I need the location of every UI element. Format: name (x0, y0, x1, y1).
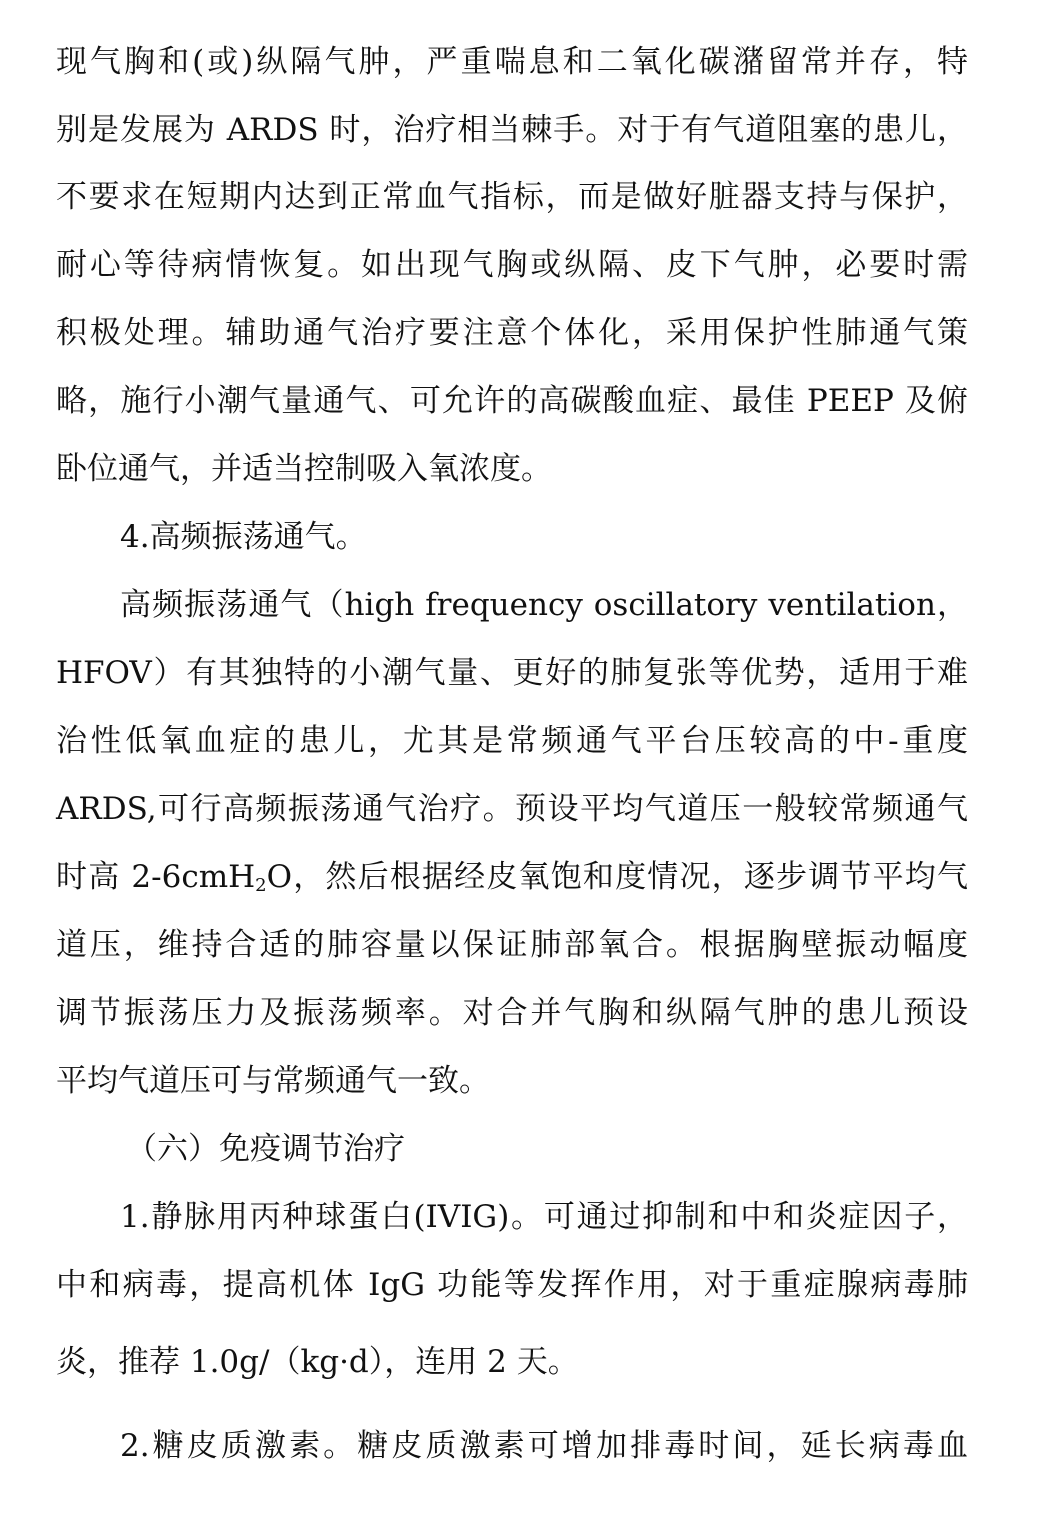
text-line: 炎，推荐 1.0g/（kg·d），连用 2 天。 (56, 1344, 579, 1380)
text-line: 中和病毒，提高机体 IgG 功能等发挥作用，对于重症腺病毒肺 (56, 1267, 968, 1303)
text-line: 治性低氧血症的患儿，尤其是常频通气平台压较高的中-重度 (56, 723, 968, 759)
text-line: 别是发展为 ARDS 时，治疗相当棘手。对于有气道阻塞的患儿， (56, 112, 968, 148)
section-heading: （六）免疫调节治疗 (126, 1131, 405, 1167)
text-line: 积极处理。辅助通气治疗要注意个体化，采用保护性肺通气策 (56, 315, 968, 351)
text-line: 耐心等待病情恢复。如出现气胸或纵隔、皮下气肿，必要时需 (56, 247, 968, 283)
text-line-with-subscript (56, 857, 968, 897)
text-line: 卧位通气，并适当控制吸入氧浓度。 (56, 451, 552, 487)
text-line: 不要求在短期内达到正常血气指标，而是做好脏器支持与保护， (56, 179, 968, 215)
text-line: 1.静脉用丙种球蛋白(IVIG)。可通过抑制和中和炎症因子， (120, 1199, 968, 1235)
text-line: HFOV）有其独特的小潮气量、更好的肺复张等优势，适用于难 (56, 655, 968, 691)
text-fragment: O，然后根据经皮氧饱和度情况，逐步调节平均气 (266, 859, 968, 895)
text-line: 道压，维持合适的肺容量以保证肺部氧合。根据胸壁振动幅度 (56, 927, 968, 963)
section-heading: 4.高频振荡通气。 (120, 519, 367, 555)
text-line: 调节振荡压力及振荡频率。对合并气胸和纵隔气肿的患儿预设 (56, 995, 968, 1031)
subscript: 2 (255, 875, 267, 896)
text-line: 2.糖皮质激素。糖皮质激素可增加排毒时间，延长病毒血 (120, 1428, 968, 1464)
text-line: 高频振荡通气（high frequency oscillatory ventilation， (120, 587, 968, 623)
text-line: 略，施行小潮气量通气、可允许的高碳酸血症、最佳 PEEP 及俯 (56, 383, 968, 419)
text-fragment: 时高 2-6cmH (56, 859, 256, 895)
text-line: 现气胸和(或)纵隔气肿，严重喘息和二氧化碳潴留常并存，特 (56, 44, 968, 80)
text-line: 平均气道压可与常频通气一致。 (56, 1063, 490, 1099)
text-line: ARDS,可行高频振荡通气治疗。预设平均气道压一般较常频通气 (56, 791, 968, 827)
